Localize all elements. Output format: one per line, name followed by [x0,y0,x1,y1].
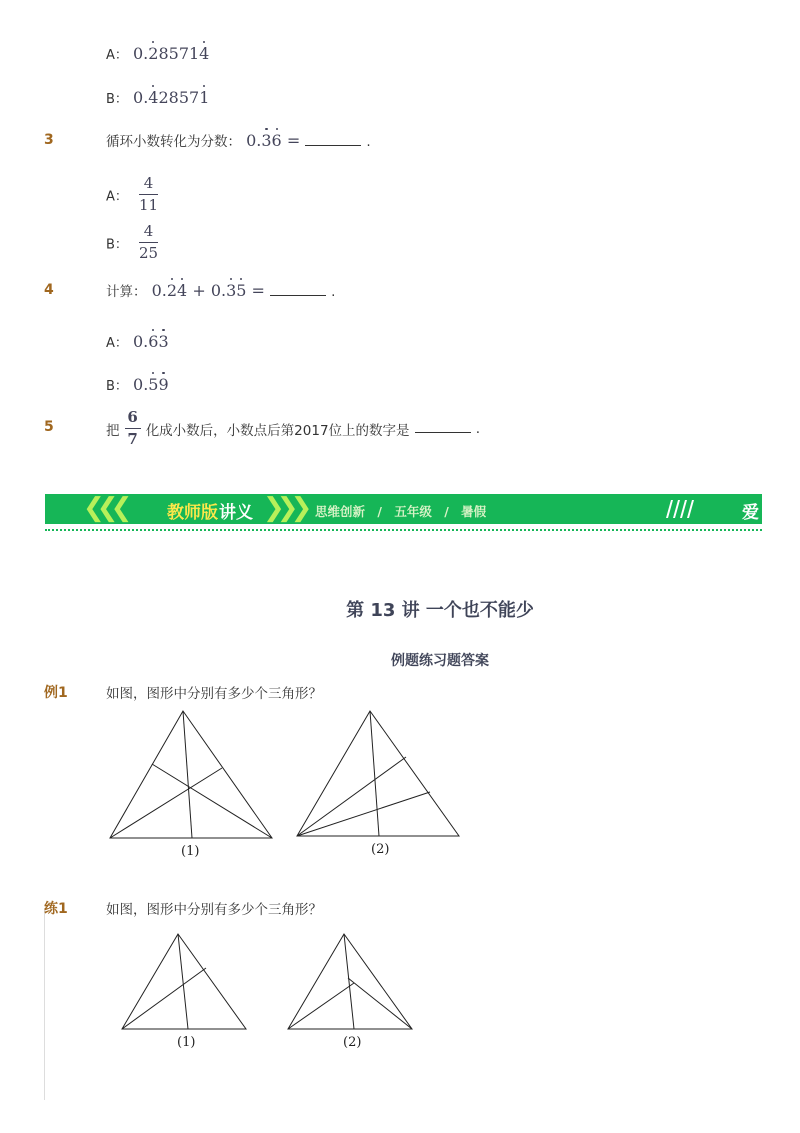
question-prefix: 把 [106,422,120,439]
brand-lecture: 讲义 [219,503,253,523]
question-prefix: 计算： [106,284,147,300]
crumb-sep: / [444,504,449,519]
triangle-figure-2 [284,930,416,1032]
suffix: . [475,420,481,437]
numerator: 4 [143,222,154,240]
fraction [139,223,158,263]
chevrons-left-icon: ❮❮❮ [83,493,125,523]
q2-option-b [106,88,209,107]
question-3-stem [106,130,371,150]
question-number: 5 [44,419,54,435]
crumb-sep: / [377,504,382,519]
q4-option-b [106,375,169,394]
numerator: 4 [143,174,154,192]
option-letter: B： [106,92,128,107]
fraction [125,409,141,449]
question-4-stem [106,280,335,300]
q2-option-a [106,44,209,63]
brand-teacher-edition: 教师版 [167,503,218,523]
question-number: 4 [44,282,54,298]
expression: 0.24 + 0.35 = [151,281,265,300]
header-banner [45,493,762,573]
q4-option-a [106,332,169,351]
chevrons-right-icon: ❯❯❯ [263,493,305,523]
option-letter: A： [106,48,128,63]
figure-label: (2) [343,1035,362,1050]
answer-blank [305,133,361,146]
repeating-decimal: 0.59 [133,375,169,394]
triangle-figure-2 [292,708,462,843]
section-subtitle: 例题练习题答案 [391,653,489,669]
breadcrumb [315,502,494,520]
repeating-decimal: 0.63 [133,332,169,351]
denominator: 7 [127,430,138,449]
denominator: 25 [139,244,159,263]
answer-blank [270,283,326,296]
repeating-decimal: 0.428571 [133,88,210,107]
crumb-term: 暑假 [461,504,487,519]
numerator: 6 [127,408,138,426]
question-text: 化成小数后，小数点后第2017位上的数字是 [145,422,410,439]
question-5-stem [106,409,480,449]
option-letter: A： [106,189,128,205]
figure-label: (1) [177,1035,196,1050]
question-prefix: 循环小数转化为分数： [106,134,241,150]
figure-label: (2) [371,842,390,857]
example-label: 练1 [44,901,68,917]
suffix: . [366,134,371,150]
banner-divider [45,529,762,531]
option-letter: A： [106,336,128,351]
margin-rule [44,910,45,1100]
page-title: 第 13 讲 一个也不能少 [346,600,534,621]
example-label: 例1 [44,685,68,701]
answer-blank [415,420,471,433]
option-letter: B： [106,379,128,394]
option-letter: B： [106,237,128,253]
q3-option-a [106,175,158,215]
denominator: 11 [139,196,159,215]
triangle-figure-1 [118,930,250,1032]
fraction [139,175,158,215]
repeating-decimal: 0.285714 [133,44,210,63]
suffix: . [331,284,336,300]
crumb-course: 思维创新 [315,504,366,519]
expression: 0.36 = [246,131,301,150]
logo-text: 爱学习 [742,503,759,573]
question-number: 3 [44,132,54,148]
figure-label: (1) [181,844,200,859]
triangle-figure-1 [105,708,280,843]
crumb-grade: 五年级 [394,504,432,519]
q3-option-b [106,223,158,263]
example-text: 如图，图形中分别有多少个三角形？ [106,902,322,918]
example-text: 如图，图形中分别有多少个三角形？ [106,686,322,702]
logo-icon [664,498,694,520]
